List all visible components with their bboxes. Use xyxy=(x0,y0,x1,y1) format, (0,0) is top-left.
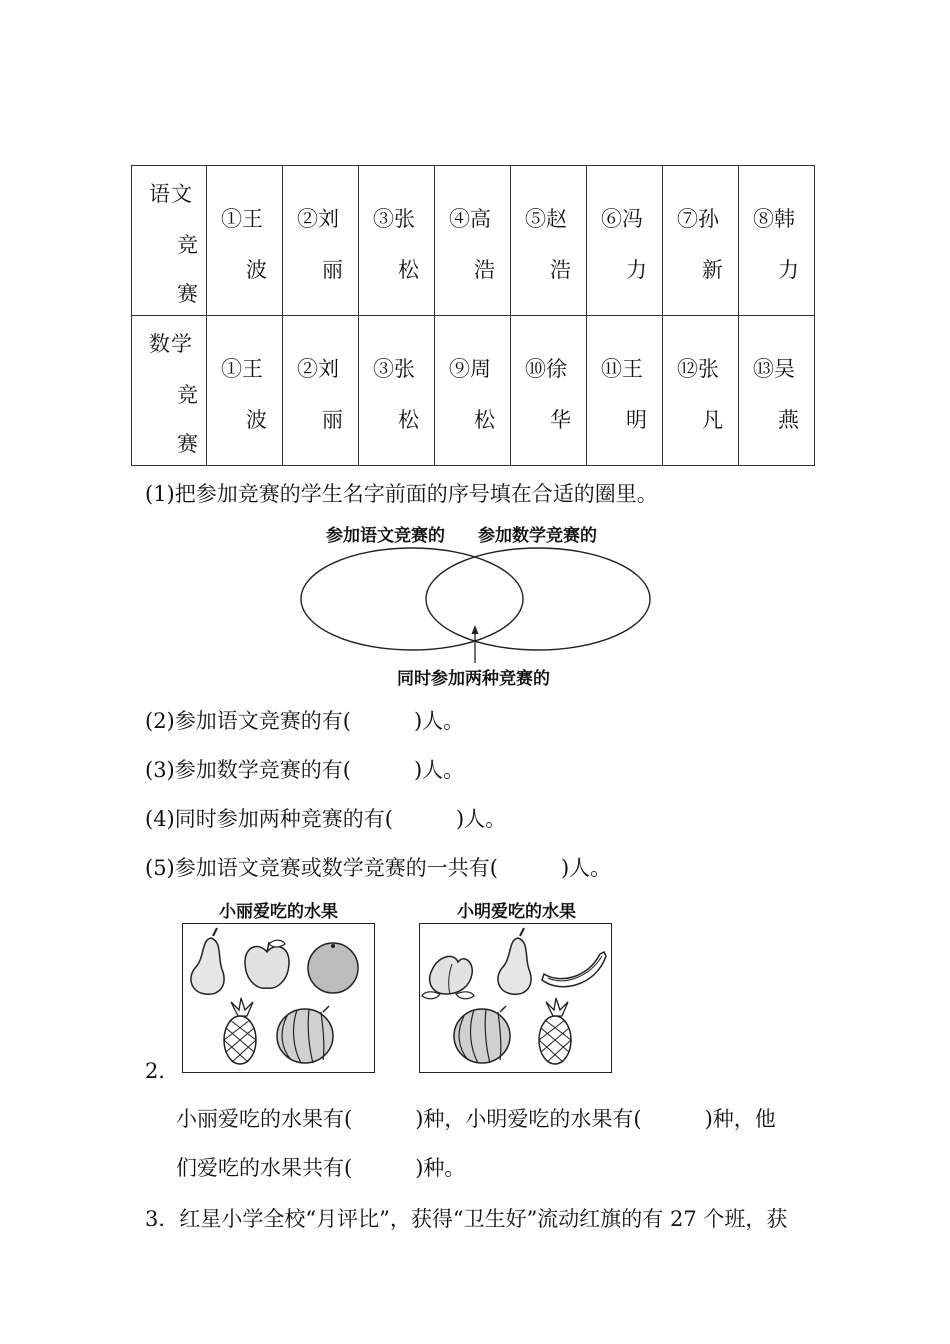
table-row-chinese xyxy=(132,166,815,316)
pear-icon xyxy=(498,928,531,994)
banana-icon xyxy=(542,952,606,987)
competition-table xyxy=(131,165,815,466)
peach-icon xyxy=(422,956,474,998)
watermelon-icon xyxy=(277,1006,333,1063)
question-1: (1)把参加竞赛的学生名字前面的序号填在合适的圈里。 xyxy=(145,482,658,506)
pineapple-icon xyxy=(539,998,571,1064)
venn-bottom-label: 同时参加两种竞赛的 xyxy=(397,669,550,689)
fruit-box-left-title: 小丽爱吃的水果 xyxy=(219,902,338,922)
problem-3-line: 3．红星小学全校“月评比”，获得“卫生好”流动红旗的有 27 个班，获 xyxy=(145,1207,788,1231)
student-cell: ③张 松 xyxy=(359,316,435,466)
watermelon-icon xyxy=(454,1006,510,1063)
table-row-math xyxy=(132,316,815,466)
fruit-box-right-title: 小明爱吃的水果 xyxy=(457,902,576,922)
venn-diagram xyxy=(290,545,660,665)
student-cell: ⑧韩 力 xyxy=(739,166,815,316)
venn-left-label: 参加语文竞赛的 xyxy=(326,526,445,546)
question-5: (5)参加语文竞赛或数学竞赛的一共有( )人。 xyxy=(145,856,612,880)
pear-icon xyxy=(191,928,224,994)
fruit-box-xiaoming xyxy=(419,923,612,1073)
apple-icon xyxy=(245,940,289,988)
student-cell: ⑦孙 新 xyxy=(663,166,739,316)
student-cell: ⑤赵 浩 xyxy=(511,166,587,316)
venn-right-label: 参加数学竞赛的 xyxy=(478,526,597,546)
student-cell: ①王 波 xyxy=(207,316,283,466)
student-cell: ⑩徐 华 xyxy=(511,316,587,466)
student-cell: ②刘 丽 xyxy=(283,166,359,316)
row-heading: 语文 竞 赛 xyxy=(132,166,207,316)
student-cell: ⑪王 明 xyxy=(587,316,663,466)
question-4: (4)同时参加两种竞赛的有( )人。 xyxy=(145,807,507,831)
pointer-arrow-icon xyxy=(472,625,479,634)
student-cell: ⑥冯 力 xyxy=(587,166,663,316)
problem-2-number: 2． xyxy=(145,1059,180,1083)
student-cell: ④高 浩 xyxy=(435,166,511,316)
question-3: (3)参加数学竞赛的有( )人。 xyxy=(145,758,465,782)
student-cell: ⑬吴 燕 xyxy=(739,316,815,466)
problem-2-line-2: 们爱吃的水果共有( )种。 xyxy=(176,1156,466,1180)
student-cell: ⑫张 凡 xyxy=(663,316,739,466)
pineapple-icon xyxy=(224,998,256,1064)
student-cell: ⑨周 松 xyxy=(435,316,511,466)
fruit-drawings-xiaoli xyxy=(183,924,374,1072)
problem-2-line-1: 小丽爱吃的水果有( )种，小明爱吃的水果有( )种，他 xyxy=(176,1107,776,1131)
student-cell: ②刘 丽 xyxy=(283,316,359,466)
orange-icon xyxy=(308,943,358,993)
venn-right-circle[interactable] xyxy=(426,548,650,650)
fruit-drawings-xiaoming xyxy=(420,924,611,1072)
fruit-box-xiaoli xyxy=(182,923,375,1073)
student-cell: ③张 松 xyxy=(359,166,435,316)
venn-left-circle[interactable] xyxy=(301,548,523,650)
student-cell: ①王 波 xyxy=(207,166,283,316)
row-heading: 数学 竞 赛 xyxy=(132,316,207,466)
question-2: (2)参加语文竞赛的有( )人。 xyxy=(145,709,465,733)
